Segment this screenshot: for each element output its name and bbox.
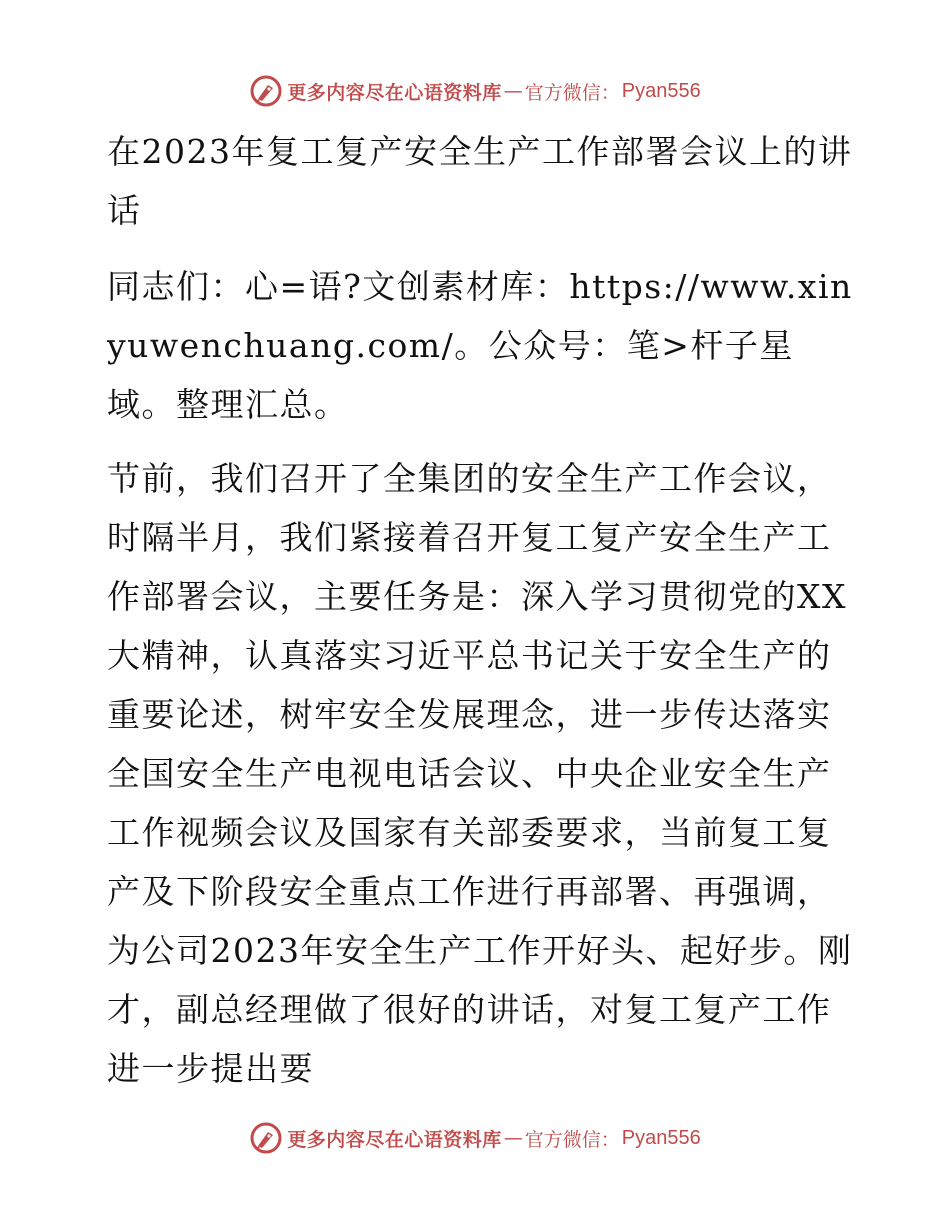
- banner-wechat-id: Pyan556: [621, 1126, 701, 1149]
- pen-nib-logo-icon: [249, 1121, 283, 1155]
- footer-banner[interactable]: [0, 1118, 950, 1158]
- document-greeting: 同志们：心=语?文创素材库：https://www.xinyuwenchuang.com/。公众号：笔>杆子星域。整理汇总。: [107, 267, 853, 424]
- document-paragraph: 节前，我们召开了全集团的安全生产工作会议，时隔半月，我们紧接着召开复工复产安全生产工作部署会议，主要任务是：深入学习贯彻党的XX大精神，认真落实习近平总书记关于安全生产的重要论述，树牢安全发展理念，进一步传达落实全国安全生产电视电话会议、中央企业安全生产工作视频会议及国家有关部委要求，当前复工复产及下阶段安全重点工作进行再部署、再强调，为公司2023年安全生产工作开好头、起好步。刚才，副总经理做了很好的讲话，对复工复产工作进一步提出要: [107, 459, 853, 1088]
- document-title: 在2023年复工复产安全生产工作部署会议上的讲话: [107, 132, 853, 230]
- document-body: [97, 122, 857, 1098]
- banner-text: 更多内容尽在心语资料库: [287, 1128, 502, 1151]
- banner-separator: —: [503, 80, 523, 102]
- banner-wechat-label: 官方微信：: [524, 81, 620, 104]
- pen-nib-logo-icon: [249, 74, 283, 108]
- banner-wechat-label: 官方微信：: [524, 1128, 620, 1151]
- header-banner[interactable]: [0, 71, 950, 111]
- banner-separator: —: [503, 1127, 523, 1149]
- banner-wechat-id: Pyan556: [621, 79, 701, 102]
- banner-text: 更多内容尽在心语资料库: [287, 81, 502, 104]
